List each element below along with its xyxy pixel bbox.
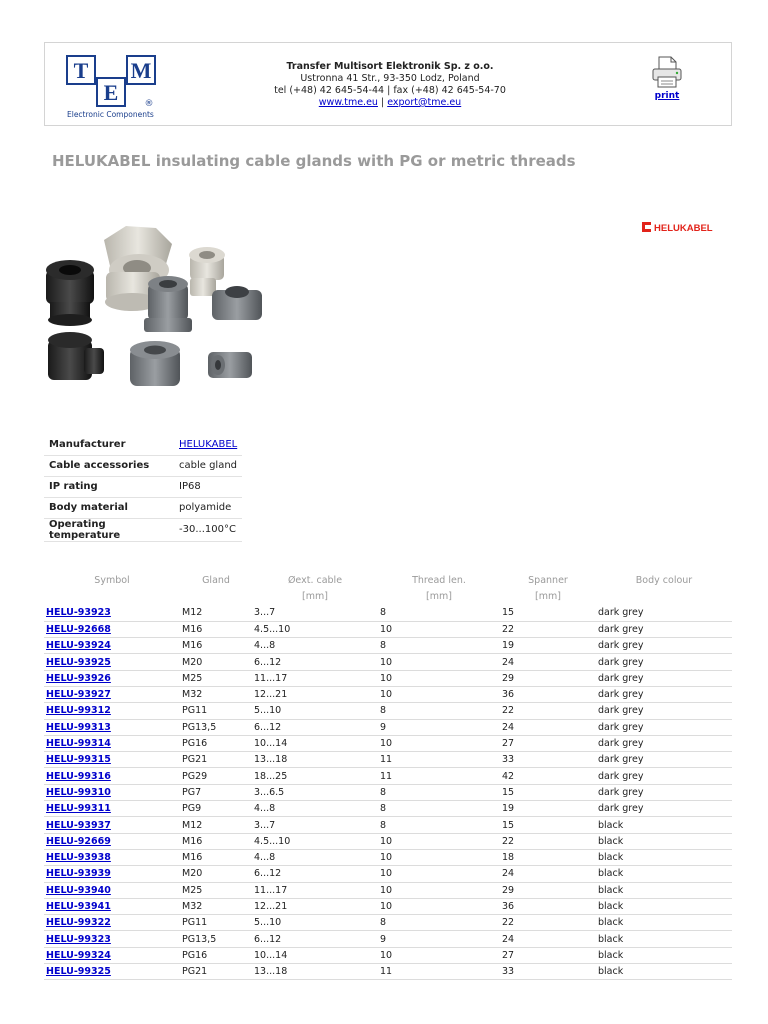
spec-key: Body material <box>44 497 174 518</box>
cable-diameter-cell: 6...12 <box>252 654 378 670</box>
table-row <box>44 801 732 817</box>
gland-cell: M16 <box>180 833 252 849</box>
product-symbol-link[interactable]: HELU-99325 <box>46 966 111 978</box>
table-row <box>44 719 732 735</box>
cable-diameter-cell: 3...6.5 <box>252 784 378 800</box>
spec-key: IP rating <box>44 476 174 497</box>
thread-length-cell: 10 <box>378 735 500 751</box>
table-row <box>44 898 732 914</box>
logo-tagline: Electronic Components <box>67 110 154 119</box>
column-header-unit: [mm] <box>302 591 328 602</box>
body-colour-cell: black <box>596 964 732 980</box>
product-symbol-link[interactable]: HELU-99316 <box>46 770 111 782</box>
spec-row <box>44 497 242 518</box>
product-symbol-link[interactable]: HELU-93941 <box>46 900 111 912</box>
table-header-row <box>44 571 732 605</box>
symbol-cell <box>44 947 180 963</box>
spec-key: Operating temperature <box>44 518 174 541</box>
body-colour-cell: black <box>596 947 732 963</box>
table-row <box>44 768 732 784</box>
table-row <box>44 686 732 702</box>
column-header <box>252 571 378 605</box>
product-symbol-link[interactable]: HELU-99324 <box>46 949 111 961</box>
table-row <box>44 670 732 686</box>
column-header <box>378 571 500 605</box>
gland-cell: M12 <box>180 817 252 833</box>
table-row <box>44 915 732 931</box>
website-link[interactable]: www.tme.eu <box>318 97 378 108</box>
table-row <box>44 931 732 947</box>
spanner-cell: 29 <box>500 882 596 898</box>
symbol-cell <box>44 605 180 621</box>
body-colour-cell: dark grey <box>596 719 732 735</box>
cable-diameter-cell: 6...12 <box>252 719 378 735</box>
body-colour-cell: black <box>596 833 732 849</box>
table-row <box>44 866 732 882</box>
gland-cell: M16 <box>180 849 252 865</box>
helukabel-logo-text: HELUKABEL <box>654 223 713 233</box>
product-symbol-link[interactable]: HELU-93927 <box>46 689 111 701</box>
gland-cell: M32 <box>180 898 252 914</box>
spanner-cell: 24 <box>500 654 596 670</box>
cable-diameter-cell: 11...17 <box>252 882 378 898</box>
symbol-cell <box>44 898 180 914</box>
spanner-cell: 22 <box>500 703 596 719</box>
symbol-cell <box>44 849 180 865</box>
symbol-cell <box>44 638 180 654</box>
cable-glands-image <box>44 220 269 400</box>
spanner-cell: 33 <box>500 752 596 768</box>
cable-diameter-cell: 12...21 <box>252 898 378 914</box>
gland-cell: M20 <box>180 866 252 882</box>
product-symbol-link[interactable]: HELU-93939 <box>46 868 111 880</box>
body-colour-cell: black <box>596 882 732 898</box>
column-header-label: Gland <box>202 575 230 586</box>
table-row <box>44 964 732 980</box>
thread-length-cell: 10 <box>378 686 500 702</box>
body-colour-cell: dark grey <box>596 654 732 670</box>
thread-length-cell: 8 <box>378 605 500 621</box>
table-row <box>44 947 732 963</box>
cable-diameter-cell: 10...14 <box>252 735 378 751</box>
body-colour-cell: black <box>596 915 732 931</box>
product-symbol-link[interactable]: HELU-99314 <box>46 738 111 750</box>
product-symbol-link[interactable]: HELU-93926 <box>46 672 111 684</box>
spec-key: Manufacturer <box>44 434 174 455</box>
column-header <box>180 571 252 605</box>
body-colour-cell: black <box>596 931 732 947</box>
thread-length-cell: 9 <box>378 719 500 735</box>
cable-diameter-cell: 3...7 <box>252 605 378 621</box>
spec-row <box>44 455 242 476</box>
body-colour-cell: black <box>596 898 732 914</box>
thread-length-cell: 10 <box>378 849 500 865</box>
body-colour-cell: black <box>596 849 732 865</box>
thread-length-cell: 10 <box>378 654 500 670</box>
gland-cell: M32 <box>180 686 252 702</box>
column-header-unit: [mm] <box>535 591 561 602</box>
body-colour-cell: black <box>596 817 732 833</box>
logo-registered: ® <box>144 99 154 109</box>
column-header-unit: [mm] <box>426 591 452 602</box>
cable-diameter-cell: 11...17 <box>252 670 378 686</box>
spanner-cell: 36 <box>500 686 596 702</box>
table-row <box>44 849 732 865</box>
gland-cell: PG21 <box>180 752 252 768</box>
cable-diameter-cell: 6...12 <box>252 931 378 947</box>
table-row <box>44 638 732 654</box>
product-symbol-link[interactable]: HELU-99312 <box>46 705 111 717</box>
gland-cell: M25 <box>180 882 252 898</box>
spec-key: Cable accessories <box>44 455 174 476</box>
thread-length-cell: 8 <box>378 784 500 800</box>
product-symbol-link[interactable]: HELU-92669 <box>46 835 111 847</box>
body-colour-cell: dark grey <box>596 784 732 800</box>
column-header-label: Øext. cable <box>287 575 343 586</box>
spanner-cell: 15 <box>500 817 596 833</box>
thread-length-cell: 8 <box>378 638 500 654</box>
company-phone-fax: tel (+48) 42 645-54-44 | fax (+48) 42 645-54-70 <box>274 85 506 96</box>
spec-value: polyamide <box>174 497 242 518</box>
column-header <box>596 571 732 605</box>
email-link[interactable]: export@tme.eu <box>387 97 462 108</box>
spec-value: cable gland <box>174 455 242 476</box>
helukabel-logo <box>642 221 732 233</box>
print-label[interactable]: print <box>654 91 680 101</box>
spec-value <box>174 434 242 455</box>
gland-cell: M16 <box>180 621 252 637</box>
body-colour-cell: black <box>596 866 732 882</box>
spec-row <box>44 434 242 455</box>
spanner-cell: 27 <box>500 735 596 751</box>
table-row <box>44 703 732 719</box>
gland-cell: PG21 <box>180 964 252 980</box>
spanner-cell: 42 <box>500 768 596 784</box>
product-symbol-link[interactable]: HELU-93940 <box>46 884 111 896</box>
symbol-cell <box>44 784 180 800</box>
column-header <box>44 571 180 605</box>
product-symbol-link[interactable]: HELU-99315 <box>46 754 111 766</box>
thread-length-cell: 8 <box>378 703 500 719</box>
cable-diameter-cell: 4...8 <box>252 801 378 817</box>
body-colour-cell: dark grey <box>596 752 732 768</box>
spanner-cell: 15 <box>500 784 596 800</box>
logo-letter-e: E <box>103 80 119 105</box>
link-separator: | <box>380 97 385 108</box>
product-symbol-link[interactable]: HELU-99313 <box>46 721 111 733</box>
thread-length-cell: 10 <box>378 866 500 882</box>
thread-length-cell: 10 <box>378 621 500 637</box>
spanner-cell: 22 <box>500 621 596 637</box>
logo-letter-m: M <box>130 58 152 83</box>
spec-value: IP68 <box>174 476 242 497</box>
product-symbol-link[interactable]: HELU-99322 <box>46 917 111 929</box>
spanner-cell: 24 <box>500 719 596 735</box>
body-colour-cell: dark grey <box>596 638 732 654</box>
product-symbol-link[interactable]: HELU-99323 <box>46 933 111 945</box>
specs-table <box>44 434 242 542</box>
cable-diameter-cell: 5...10 <box>252 915 378 931</box>
cable-diameter-cell: 3...7 <box>252 817 378 833</box>
spanner-cell: 29 <box>500 670 596 686</box>
table-row <box>44 654 732 670</box>
column-header-label: Symbol <box>94 575 130 586</box>
gland-cell: PG7 <box>180 784 252 800</box>
cable-diameter-cell: 10...14 <box>252 947 378 963</box>
product-symbol-link[interactable]: HELU-99310 <box>46 786 111 798</box>
thread-length-cell: 9 <box>378 931 500 947</box>
column-header-label: Thread len. <box>412 575 466 586</box>
column-header-label: Body colour <box>635 575 693 586</box>
body-colour-cell: dark grey <box>596 801 732 817</box>
gland-cell: M12 <box>180 605 252 621</box>
gland-cell: M25 <box>180 670 252 686</box>
cable-diameter-cell: 5...10 <box>252 703 378 719</box>
thread-length-cell: 11 <box>378 752 500 768</box>
symbol-cell <box>44 801 180 817</box>
body-colour-cell: dark grey <box>596 605 732 621</box>
cable-diameter-cell: 18...25 <box>252 768 378 784</box>
gland-cell: M16 <box>180 638 252 654</box>
symbol-cell <box>44 964 180 980</box>
symbol-cell <box>44 752 180 768</box>
symbol-cell <box>44 735 180 751</box>
symbol-cell <box>44 654 180 670</box>
company-address: Ustronna 41 Str., 93-350 Lodz, Poland <box>300 73 480 84</box>
thread-length-cell: 10 <box>378 882 500 898</box>
product-symbol-link[interactable]: HELU-99311 <box>46 803 111 815</box>
gland-cell: PG11 <box>180 915 252 931</box>
spanner-cell: 27 <box>500 947 596 963</box>
product-symbol-link[interactable]: HELU-93937 <box>46 819 111 831</box>
thread-length-cell: 8 <box>378 801 500 817</box>
spanner-cell: 22 <box>500 833 596 849</box>
symbol-cell <box>44 719 180 735</box>
table-row <box>44 882 732 898</box>
gland-cell: PG13,5 <box>180 719 252 735</box>
spec-value: -30...100°C <box>174 518 242 541</box>
symbol-cell <box>44 866 180 882</box>
page-title: HELUKABEL insulating cable glands with PG or metric threads <box>52 152 576 170</box>
spec-row <box>44 518 242 541</box>
cable-diameter-cell: 4.5...10 <box>252 621 378 637</box>
symbol-cell <box>44 817 180 833</box>
symbol-cell <box>44 703 180 719</box>
table-row <box>44 833 732 849</box>
logo-letter-t: T <box>73 58 89 83</box>
thread-length-cell: 8 <box>378 915 500 931</box>
symbol-cell <box>44 931 180 947</box>
gland-cell: PG29 <box>180 768 252 784</box>
product-symbol-link[interactable]: HELU-93925 <box>46 656 111 668</box>
gland-cell: M20 <box>180 654 252 670</box>
cable-diameter-cell: 4.5...10 <box>252 833 378 849</box>
spanner-cell: 33 <box>500 964 596 980</box>
column-header-label: Spanner <box>528 575 568 586</box>
header-box <box>44 42 732 126</box>
spanner-cell: 18 <box>500 849 596 865</box>
products-table <box>44 571 732 980</box>
table-row <box>44 817 732 833</box>
thread-length-cell: 10 <box>378 947 500 963</box>
body-colour-cell: dark grey <box>596 686 732 702</box>
thread-length-cell: 11 <box>378 964 500 980</box>
thread-length-cell: 8 <box>378 817 500 833</box>
thread-length-cell: 11 <box>378 768 500 784</box>
thread-length-cell: 10 <box>378 898 500 914</box>
body-colour-cell: dark grey <box>596 621 732 637</box>
symbol-cell <box>44 915 180 931</box>
cable-diameter-cell: 4...8 <box>252 849 378 865</box>
table-row <box>44 621 732 637</box>
symbol-cell <box>44 768 180 784</box>
spanner-cell: 22 <box>500 915 596 931</box>
table-row <box>44 735 732 751</box>
product-symbol-link[interactable]: HELU-93923 <box>46 607 111 619</box>
company-info <box>245 61 535 109</box>
gland-cell: PG9 <box>180 801 252 817</box>
product-symbol-link[interactable]: HELU-93938 <box>46 852 111 864</box>
spanner-cell: 36 <box>500 898 596 914</box>
cable-diameter-cell: 13...18 <box>252 752 378 768</box>
spanner-cell: 24 <box>500 931 596 947</box>
gland-cell: PG13,5 <box>180 931 252 947</box>
spanner-cell: 24 <box>500 866 596 882</box>
spanner-cell: 19 <box>500 801 596 817</box>
table-row <box>44 784 732 800</box>
cable-diameter-cell: 6...12 <box>252 866 378 882</box>
body-colour-cell: dark grey <box>596 735 732 751</box>
gland-cell: PG16 <box>180 735 252 751</box>
spec-row <box>44 476 242 497</box>
symbol-cell <box>44 621 180 637</box>
gland-cell: PG16 <box>180 947 252 963</box>
printer-icon <box>650 55 684 89</box>
cable-diameter-cell: 13...18 <box>252 964 378 980</box>
manufacturer-link[interactable]: HELUKABEL <box>179 438 238 450</box>
cable-diameter-cell: 12...21 <box>252 686 378 702</box>
thread-length-cell: 10 <box>378 833 500 849</box>
symbol-cell <box>44 833 180 849</box>
body-colour-cell: dark grey <box>596 703 732 719</box>
product-symbol-link[interactable]: HELU-92668 <box>46 623 111 635</box>
spanner-cell: 15 <box>500 605 596 621</box>
cable-diameter-cell: 4...8 <box>252 638 378 654</box>
symbol-cell <box>44 670 180 686</box>
column-header <box>500 571 596 605</box>
print-button[interactable] <box>645 55 689 101</box>
tme-logo <box>65 51 160 119</box>
symbol-cell <box>44 882 180 898</box>
symbol-cell <box>44 686 180 702</box>
body-colour-cell: dark grey <box>596 670 732 686</box>
spanner-cell: 19 <box>500 638 596 654</box>
company-name: Transfer Multisort Elektronik Sp. z o.o. <box>286 61 494 72</box>
table-row <box>44 605 732 621</box>
product-symbol-link[interactable]: HELU-93924 <box>46 640 111 652</box>
body-colour-cell: dark grey <box>596 768 732 784</box>
table-row <box>44 752 732 768</box>
gland-cell: PG11 <box>180 703 252 719</box>
thread-length-cell: 10 <box>378 670 500 686</box>
